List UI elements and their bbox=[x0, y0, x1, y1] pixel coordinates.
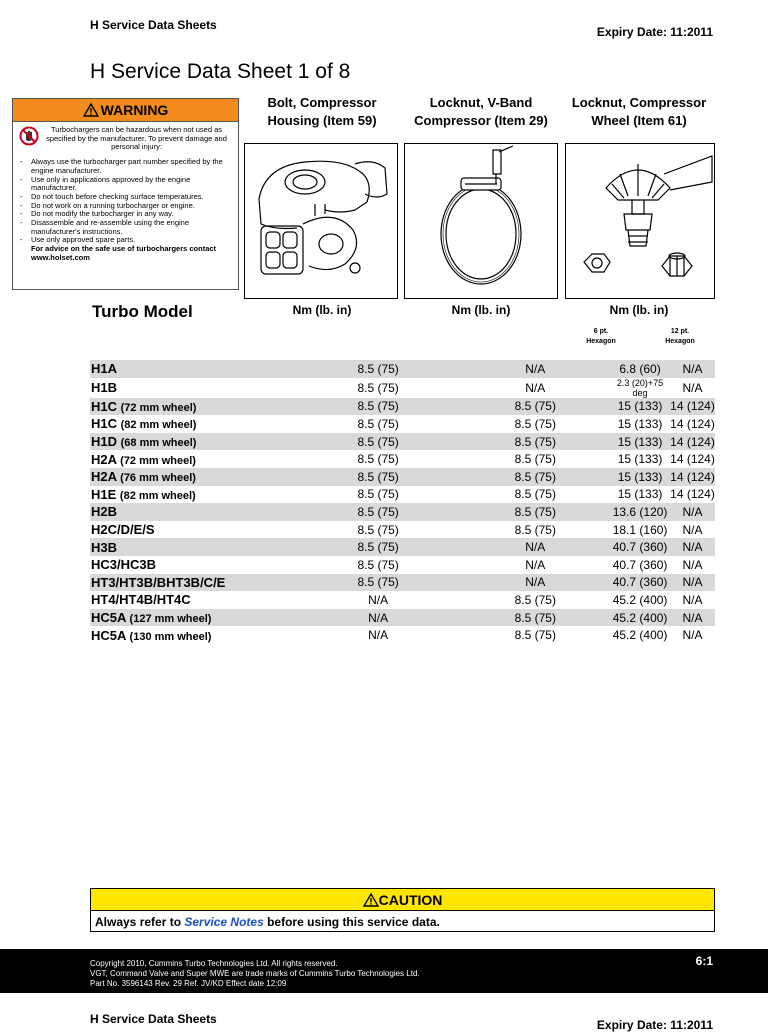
hex12-torque-cell: 14 (124) bbox=[670, 487, 715, 502]
subheading-line: 12 pt. bbox=[670, 328, 690, 335]
subheading-line: Hexagon bbox=[665, 338, 695, 345]
hex6-torque-cell: 40.7 (360) bbox=[610, 538, 670, 556]
v-band-clamp-drawing bbox=[405, 144, 557, 298]
hex12-torque-cell: 14 (124) bbox=[670, 399, 715, 414]
unit-heading: Nm (lb. in) bbox=[609, 303, 669, 317]
compressor-wheel-locknut-drawing bbox=[566, 144, 714, 298]
bolt-torque-cell: 8.5 (75) bbox=[296, 538, 461, 556]
bolt-torque-cell: 8.5 (75) bbox=[296, 503, 461, 521]
model-name: HC5A bbox=[91, 627, 126, 643]
warning-header bbox=[13, 99, 238, 122]
next-page-header-title: H Service Data Sheets bbox=[90, 1012, 217, 1026]
wheel-size: (72 mm wheel) bbox=[120, 454, 196, 467]
warning-item: - Use only approved spare parts. bbox=[31, 236, 232, 245]
hex6-torque-cell: 15 (133) bbox=[610, 468, 670, 486]
turbocharger-drawing bbox=[245, 144, 397, 298]
warning-item: - Do not modify the turbocharger in any way. bbox=[31, 210, 232, 219]
model-cell bbox=[90, 468, 296, 486]
hex6-torque-cell: 15 (133) bbox=[610, 398, 670, 416]
hex12-torque-cell: N/A bbox=[670, 503, 715, 521]
model-name: H3B bbox=[91, 539, 118, 555]
column-heading-wheel-locknut bbox=[563, 94, 715, 130]
warning-advice: For advice on the safe use of turbochargers contact www.holset.com bbox=[31, 244, 217, 262]
footer-part-number: Part No. 3596143 Rev. 29 Ref. JV/KD Effect date 12:09 bbox=[90, 979, 287, 988]
hex12-torque-cell: N/A bbox=[670, 538, 715, 556]
hex6-torque-cell: 13.6 (120) bbox=[610, 503, 670, 521]
model-name: H2A bbox=[91, 451, 117, 467]
model-name: HT4/HT4B/HT4C bbox=[91, 592, 191, 608]
footer-copyright: Copyright 2010, Cummins Turbo Technologies Ltd. All rights reserved. bbox=[90, 959, 338, 968]
warning-item: - Disassemble and re-assemble using the engine manufacturer's instructions. bbox=[31, 219, 232, 236]
table-row bbox=[90, 521, 715, 539]
warning-list bbox=[19, 158, 232, 245]
turbo-model-heading: Turbo Model bbox=[92, 302, 193, 321]
bolt-torque-cell: 8.5 (75) bbox=[357, 522, 399, 537]
hex12-torque-cell: 14 (124) bbox=[670, 434, 715, 449]
table-row bbox=[90, 538, 715, 556]
service-notes-link[interactable]: Service Notes bbox=[184, 915, 264, 929]
unit-heading: Nm (lb. in) bbox=[292, 303, 352, 317]
hex6-torque-cell: 15 (133) bbox=[617, 416, 663, 431]
column-heading-line: Bolt, Compressor bbox=[267, 95, 377, 110]
hex6-torque-cell: 45.2 (400) bbox=[612, 592, 668, 607]
column-heading-line: Wheel (Item 61) bbox=[591, 113, 687, 128]
table-row bbox=[90, 398, 715, 416]
hex12-torque-cell: N/A bbox=[682, 380, 703, 395]
hex12-torque-cell: N/A bbox=[670, 360, 715, 378]
hex6-torque-cell: 45.2 (400) bbox=[612, 628, 668, 643]
hex6-torque-cell: 45.2 (400) bbox=[610, 609, 670, 627]
hex12-torque-cell: 14 (124) bbox=[670, 416, 715, 431]
bolt-torque-cell: 8.5 (75) bbox=[357, 380, 399, 395]
table-row bbox=[90, 609, 715, 627]
caution-text bbox=[91, 911, 714, 933]
hex6-torque-cell: 18.1 (160) bbox=[612, 522, 668, 537]
hex12-torque-cell: N/A bbox=[670, 574, 715, 592]
model-name: H1B bbox=[91, 380, 118, 396]
table-row bbox=[90, 556, 715, 574]
vband-torque-cell: 8.5 (75) bbox=[460, 433, 610, 451]
vband-torque-cell: 8.5 (75) bbox=[514, 416, 556, 431]
turbocharger-image bbox=[244, 143, 398, 299]
subheading-line: Hexagon bbox=[586, 338, 616, 345]
column-heading-line: Compressor (Item 29) bbox=[414, 113, 548, 128]
table-row bbox=[90, 415, 715, 433]
v-band-clamp-image bbox=[404, 143, 558, 299]
bolt-torque-cell: 8.5 (75) bbox=[357, 416, 399, 431]
table-row bbox=[90, 468, 715, 486]
model-name: H1C bbox=[91, 398, 118, 414]
vband-torque-cell: N/A bbox=[525, 557, 546, 572]
hex12-torque-cell: 14 (124) bbox=[670, 452, 715, 467]
vband-torque-cell: 8.5 (75) bbox=[460, 609, 610, 627]
warning-intro: Turbochargers can be hazardous when not used as specified by the manufacturer. To prevent damage and personal injury: bbox=[46, 125, 227, 152]
hex6-torque-cell: 15 (133) bbox=[617, 487, 663, 502]
model-name: H1C bbox=[91, 416, 118, 432]
hex12-torque-cell: N/A bbox=[682, 592, 703, 607]
caution-text-after: before using this service data. bbox=[263, 915, 440, 929]
wheel-size: (68 mm wheel) bbox=[120, 437, 197, 450]
wheel-size: (72 mm wheel) bbox=[120, 401, 197, 414]
wheel-size: (82 mm wheel) bbox=[119, 489, 196, 502]
model-cell bbox=[90, 486, 296, 504]
model-name: H1A bbox=[91, 361, 118, 377]
hex12-torque-cell: N/A bbox=[682, 522, 703, 537]
vband-torque-cell: 8.5 (75) bbox=[514, 628, 556, 643]
bolt-torque-cell: N/A bbox=[368, 592, 389, 607]
vband-torque-cell: N/A bbox=[460, 360, 610, 378]
warning-box bbox=[12, 98, 239, 290]
column-heading-vband bbox=[405, 94, 557, 130]
vband-torque-cell: 8.5 (75) bbox=[460, 503, 610, 521]
vband-torque-cell: 8.5 (75) bbox=[460, 468, 610, 486]
model-cell bbox=[90, 360, 296, 378]
model-cell bbox=[90, 538, 296, 556]
model-cell bbox=[90, 521, 296, 539]
bolt-torque-cell: 8.5 (75) bbox=[296, 433, 461, 451]
bolt-torque-cell: 8.5 (75) bbox=[296, 398, 461, 416]
bolt-torque-cell: N/A bbox=[368, 628, 389, 643]
hex12-torque-cell: N/A bbox=[682, 557, 703, 572]
model-name: HC3/HC3B bbox=[91, 557, 157, 573]
model-cell bbox=[90, 415, 296, 433]
caution-text-before: Always refer to bbox=[95, 915, 185, 929]
table-row bbox=[90, 433, 715, 451]
caution-header bbox=[91, 889, 714, 911]
hex6-torque-cell: 2.3 (20)+75 deg bbox=[616, 377, 664, 398]
vband-torque-cell: 8.5 (75) bbox=[460, 398, 610, 416]
warning-item: - Do not work on a running turbocharger or engine. bbox=[31, 202, 232, 211]
bolt-torque-cell: 8.5 (75) bbox=[296, 468, 461, 486]
warning-label: WARNING bbox=[100, 102, 169, 118]
next-page-expiry-date: Expiry Date: 11:2011 bbox=[596, 1018, 713, 1032]
page-number: 6:1 bbox=[695, 954, 713, 968]
hex6-torque-cell: 15 (133) bbox=[610, 433, 670, 451]
subheading-line: 6 pt. bbox=[593, 328, 609, 335]
caution-box bbox=[90, 888, 715, 932]
table-row bbox=[90, 486, 715, 504]
hex12-subheading bbox=[650, 327, 710, 347]
hex12-torque-cell: 14 (124) bbox=[670, 469, 715, 484]
torque-table bbox=[90, 360, 715, 644]
footer-trademarks: VGT, Command Valve and Super MWE are trade marks of Cummins Turbo Technologies Ltd. bbox=[90, 969, 420, 978]
warning-triangle-icon bbox=[83, 103, 99, 117]
vband-torque-cell: 8.5 (75) bbox=[514, 452, 556, 467]
header-expiry-date: Expiry Date: 11:2011 bbox=[596, 25, 713, 39]
header-title: H Service Data Sheets bbox=[90, 18, 217, 32]
model-cell bbox=[90, 609, 296, 627]
model-cell bbox=[90, 574, 296, 592]
model-cell bbox=[90, 450, 296, 468]
model-name: HC5A bbox=[91, 610, 126, 626]
caution-label: CAUTION bbox=[378, 891, 443, 908]
model-name: H1E bbox=[91, 486, 117, 502]
model-cell bbox=[90, 591, 296, 609]
table-row bbox=[90, 360, 715, 378]
model-cell bbox=[90, 433, 296, 451]
bolt-torque-cell: 8.5 (75) bbox=[357, 452, 399, 467]
bolt-torque-cell: 8.5 (75) bbox=[357, 487, 399, 502]
table-row bbox=[90, 574, 715, 592]
table-row bbox=[90, 591, 715, 609]
model-cell bbox=[90, 503, 296, 521]
vband-torque-cell: N/A bbox=[460, 574, 610, 592]
table-row bbox=[90, 626, 715, 644]
page-title: H Service Data Sheet 1 of 8 bbox=[90, 60, 351, 83]
model-cell bbox=[90, 398, 296, 416]
hex12-torque-cell: N/A bbox=[682, 628, 703, 643]
hex6-torque-cell: 40.7 (360) bbox=[612, 557, 668, 572]
column-heading-bolt bbox=[246, 94, 398, 130]
warning-item: - Always use the turbocharger part number specified by the engine manufacturer. bbox=[31, 158, 232, 175]
model-name: H2C/D/E/S bbox=[91, 522, 155, 538]
bolt-torque-cell: 8.5 (75) bbox=[296, 574, 461, 592]
column-heading-line: Locknut, V-Band bbox=[429, 95, 533, 110]
bolt-torque-cell: 8.5 (75) bbox=[296, 360, 461, 378]
model-name: H2A bbox=[91, 469, 117, 485]
vband-torque-cell: 8.5 (75) bbox=[514, 522, 556, 537]
wheel-size: (82 mm wheel) bbox=[120, 419, 197, 432]
model-name: HT3/HT3B/BHT3B/C/E bbox=[91, 574, 226, 590]
no-touch-icon bbox=[19, 126, 39, 146]
warning-item: - Use only in applications approved by the engine manufacturer. bbox=[31, 176, 232, 193]
hex6-torque-cell: 40.7 (360) bbox=[610, 574, 670, 592]
column-heading-line: Housing (Item 59) bbox=[267, 113, 377, 128]
hex6-torque-cell: 15 (133) bbox=[617, 452, 663, 467]
model-cell bbox=[90, 378, 296, 398]
hex6-subheading bbox=[571, 327, 631, 347]
footer bbox=[0, 949, 768, 993]
warning-item: - Do not touch before checking surface temperatures. bbox=[31, 193, 232, 202]
wheel-size: (127 mm wheel) bbox=[129, 613, 212, 626]
hex12-torque-cell: N/A bbox=[670, 609, 715, 627]
wheel-size: (130 mm wheel) bbox=[129, 630, 212, 643]
table-row bbox=[90, 450, 715, 468]
table-row bbox=[90, 378, 715, 398]
model-name: H1D bbox=[91, 434, 118, 450]
model-cell bbox=[90, 626, 296, 644]
vband-torque-cell: N/A bbox=[460, 538, 610, 556]
table-row bbox=[90, 503, 715, 521]
column-heading-line: Locknut, Compressor bbox=[571, 95, 707, 110]
vband-torque-cell: N/A bbox=[525, 380, 546, 395]
bolt-torque-cell: 8.5 (75) bbox=[357, 557, 399, 572]
hex6-torque-cell: 6.8 (60) bbox=[610, 360, 670, 378]
warning-triangle-icon bbox=[363, 893, 379, 907]
wheel-size: (76 mm wheel) bbox=[120, 472, 196, 485]
bolt-torque-cell: N/A bbox=[296, 609, 461, 627]
vband-torque-cell: 8.5 (75) bbox=[514, 487, 556, 502]
unit-heading: Nm (lb. in) bbox=[451, 303, 511, 317]
model-cell bbox=[90, 556, 296, 574]
model-name: H2B bbox=[91, 504, 118, 520]
vband-torque-cell: 8.5 (75) bbox=[514, 592, 556, 607]
compressor-wheel-image bbox=[565, 143, 715, 299]
